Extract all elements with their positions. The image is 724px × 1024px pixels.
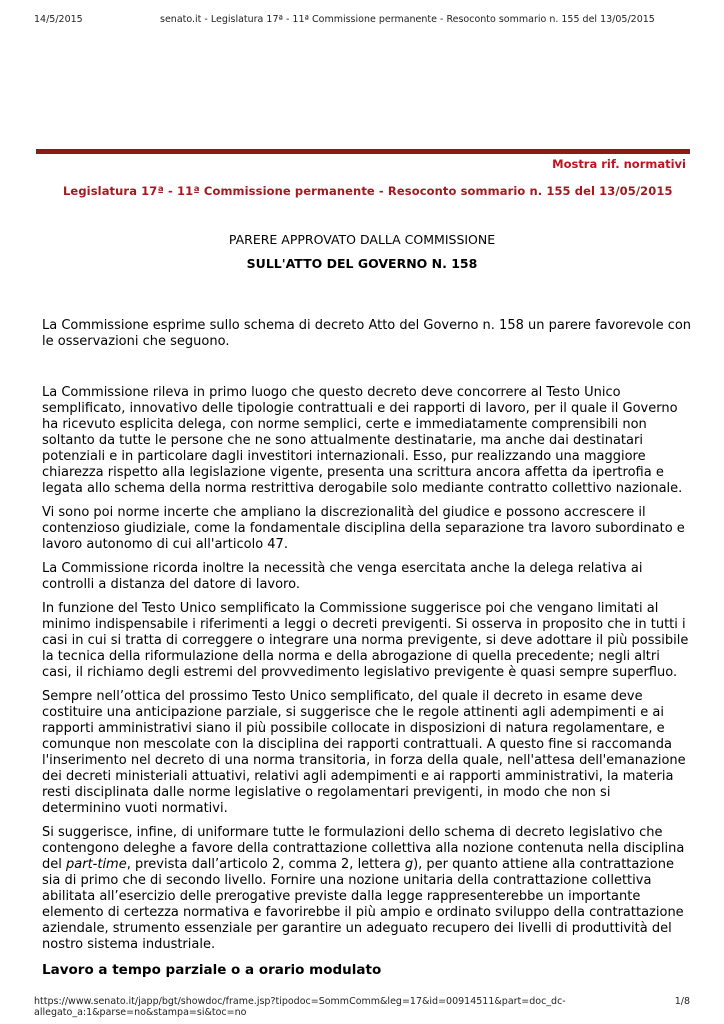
mostra-rif-normativi-link[interactable]: Mostra rif. normativi xyxy=(552,157,686,171)
paragraph-text: , prevista dall’articolo 2, comma 2, lettera xyxy=(126,857,405,872)
paragraph-text: ), per quanto attiene alla contrattazione sia di primo che di secondo livello. Fornire una nozione unitaria della contrattazione collettiva abilitata all’esercizio delle prerogative previste dalla legge rappresenterebbe un importante elemento di certezza normativa e favorirebbe il più ampio e ordinato sviluppo della contrattazione aziendale, strumento essenziale per garantire un adeguato recupero dei livelli di produttività del nostro sistema industriale. xyxy=(42,857,684,952)
print-page-title: senato.it - Legislatura 17ª - 11ª Commissione permanente - Resoconto sommario n. 155 del 13/05/2015 xyxy=(160,14,655,25)
legislature-heading: Legislatura 17ª - 11ª Commissione permanente - Resoconto sommario n. 155 del 13/05/2015 xyxy=(63,184,673,198)
print-date: 14/5/2015 xyxy=(34,14,83,25)
page-number: 1/8 xyxy=(674,996,690,1007)
paragraph: Vi sono poi norme incerte che ampliano la discrezionalità del giudice e possono accrescere il contenzioso giudiziale, come la fondamentale disciplina della separazione tra lavoro subordinato e lavoro autonomo di cui all'articolo 47. xyxy=(42,505,685,552)
paragraph-text: Si suggerisce, infine, di uniformare tutte le formulazioni dello schema di decreto legislativo che contengono deleghe a favore della contrattazione collettiva alla nozione contenuta nella disciplina del xyxy=(42,825,685,872)
part-time-term: part-time xyxy=(66,857,127,872)
parere-title: PARERE APPROVATO DALLA COMMISSIONE xyxy=(228,232,496,247)
atto-title: SULL'ATTO DEL GOVERNO N. 158 xyxy=(246,256,478,271)
paragraph: La Commissione rileva in primo luogo che questo decreto deve concorrere al Testo Unico semplificato, innovativo delle tipologie contrattuali e dei rapporti di lavoro, per il quale il Governo ha ricevuto esplicita delega, con norme semplici, certe e immediatamente comprensibili non soltanto da tutte le persone che ne sono attualmente destinatarie, ma anche dai destinatari potenziali e in particolare dagli investitori internazionali. Esso, pur realizzando una maggiore chiarezza rispetto alla legislazione vigente, presenta una scrittura ancora affetta da ipertrofia e legata allo schema della norma restrittiva derogabile solo mediante contratto collettivo nazionale. xyxy=(42,385,683,496)
paragraph: La Commissione ricorda inoltre la necessità che venga esercitata anche la delega relativa ai controlli a distanza del datore di lavoro. xyxy=(42,561,643,592)
document-body xyxy=(42,318,692,961)
letter-g: g xyxy=(404,857,414,872)
paragraph: In funzione del Testo Unico semplificato la Commissione suggerisce poi che vengano limitati al minimo indispensabile i riferimenti a leggi o decreti previgenti. Si osserva in proposito che in tutti i casi in cui si tratta di correggere o integrare una norma previgente, si deve adottare il più possibile la tecnica della riformulazione della norma e della abrogazione di quella precedente; negli altri casi, il richiamo degli estremi del provvedimento legislativo previgente è quasi sempre superfluo. xyxy=(42,601,689,680)
paragraph: Sempre nell’ottica del prossimo Testo Unico semplificato, del quale il decreto in esame deve costituire una anticipazione parziale, si suggerisce che le regole attinenti agli adempimenti e ai rapporti amministrativi siano il più possibile collocate in disposizioni di natura regolamentare, e comunque non mescolate con la disciplina dei rapporti contrattuali. A questo fine si raccomanda l'inserimento nel decreto di una norma transitoria, in forza della quale, nell'attesa dell'emanazione dei decreti ministeriali attuativi, relativi agli adempimenti e ai rapporti amministrativi, la materia resti disciplinata dalle norme legislative o regolamentari previgenti, in modo che non si determinino vuoti normativi. xyxy=(42,689,686,816)
print-url: https://www.senato.it/japp/bgt/showdoc/frame.jsp?tipodoc=SommComm&leg=17&id=00914511&part=doc_dc-allegato_a:1&parse=no&stampa=si&toc=no xyxy=(34,996,566,1018)
header-divider xyxy=(36,149,690,154)
section-heading: Lavoro a tempo parziale o a orario modulato xyxy=(42,962,382,978)
paragraph: La Commissione esprime sullo schema di decreto Atto del Governo n. 158 un parere favorevole con le osservazioni che seguono. xyxy=(42,318,692,349)
paragraph xyxy=(42,825,692,953)
